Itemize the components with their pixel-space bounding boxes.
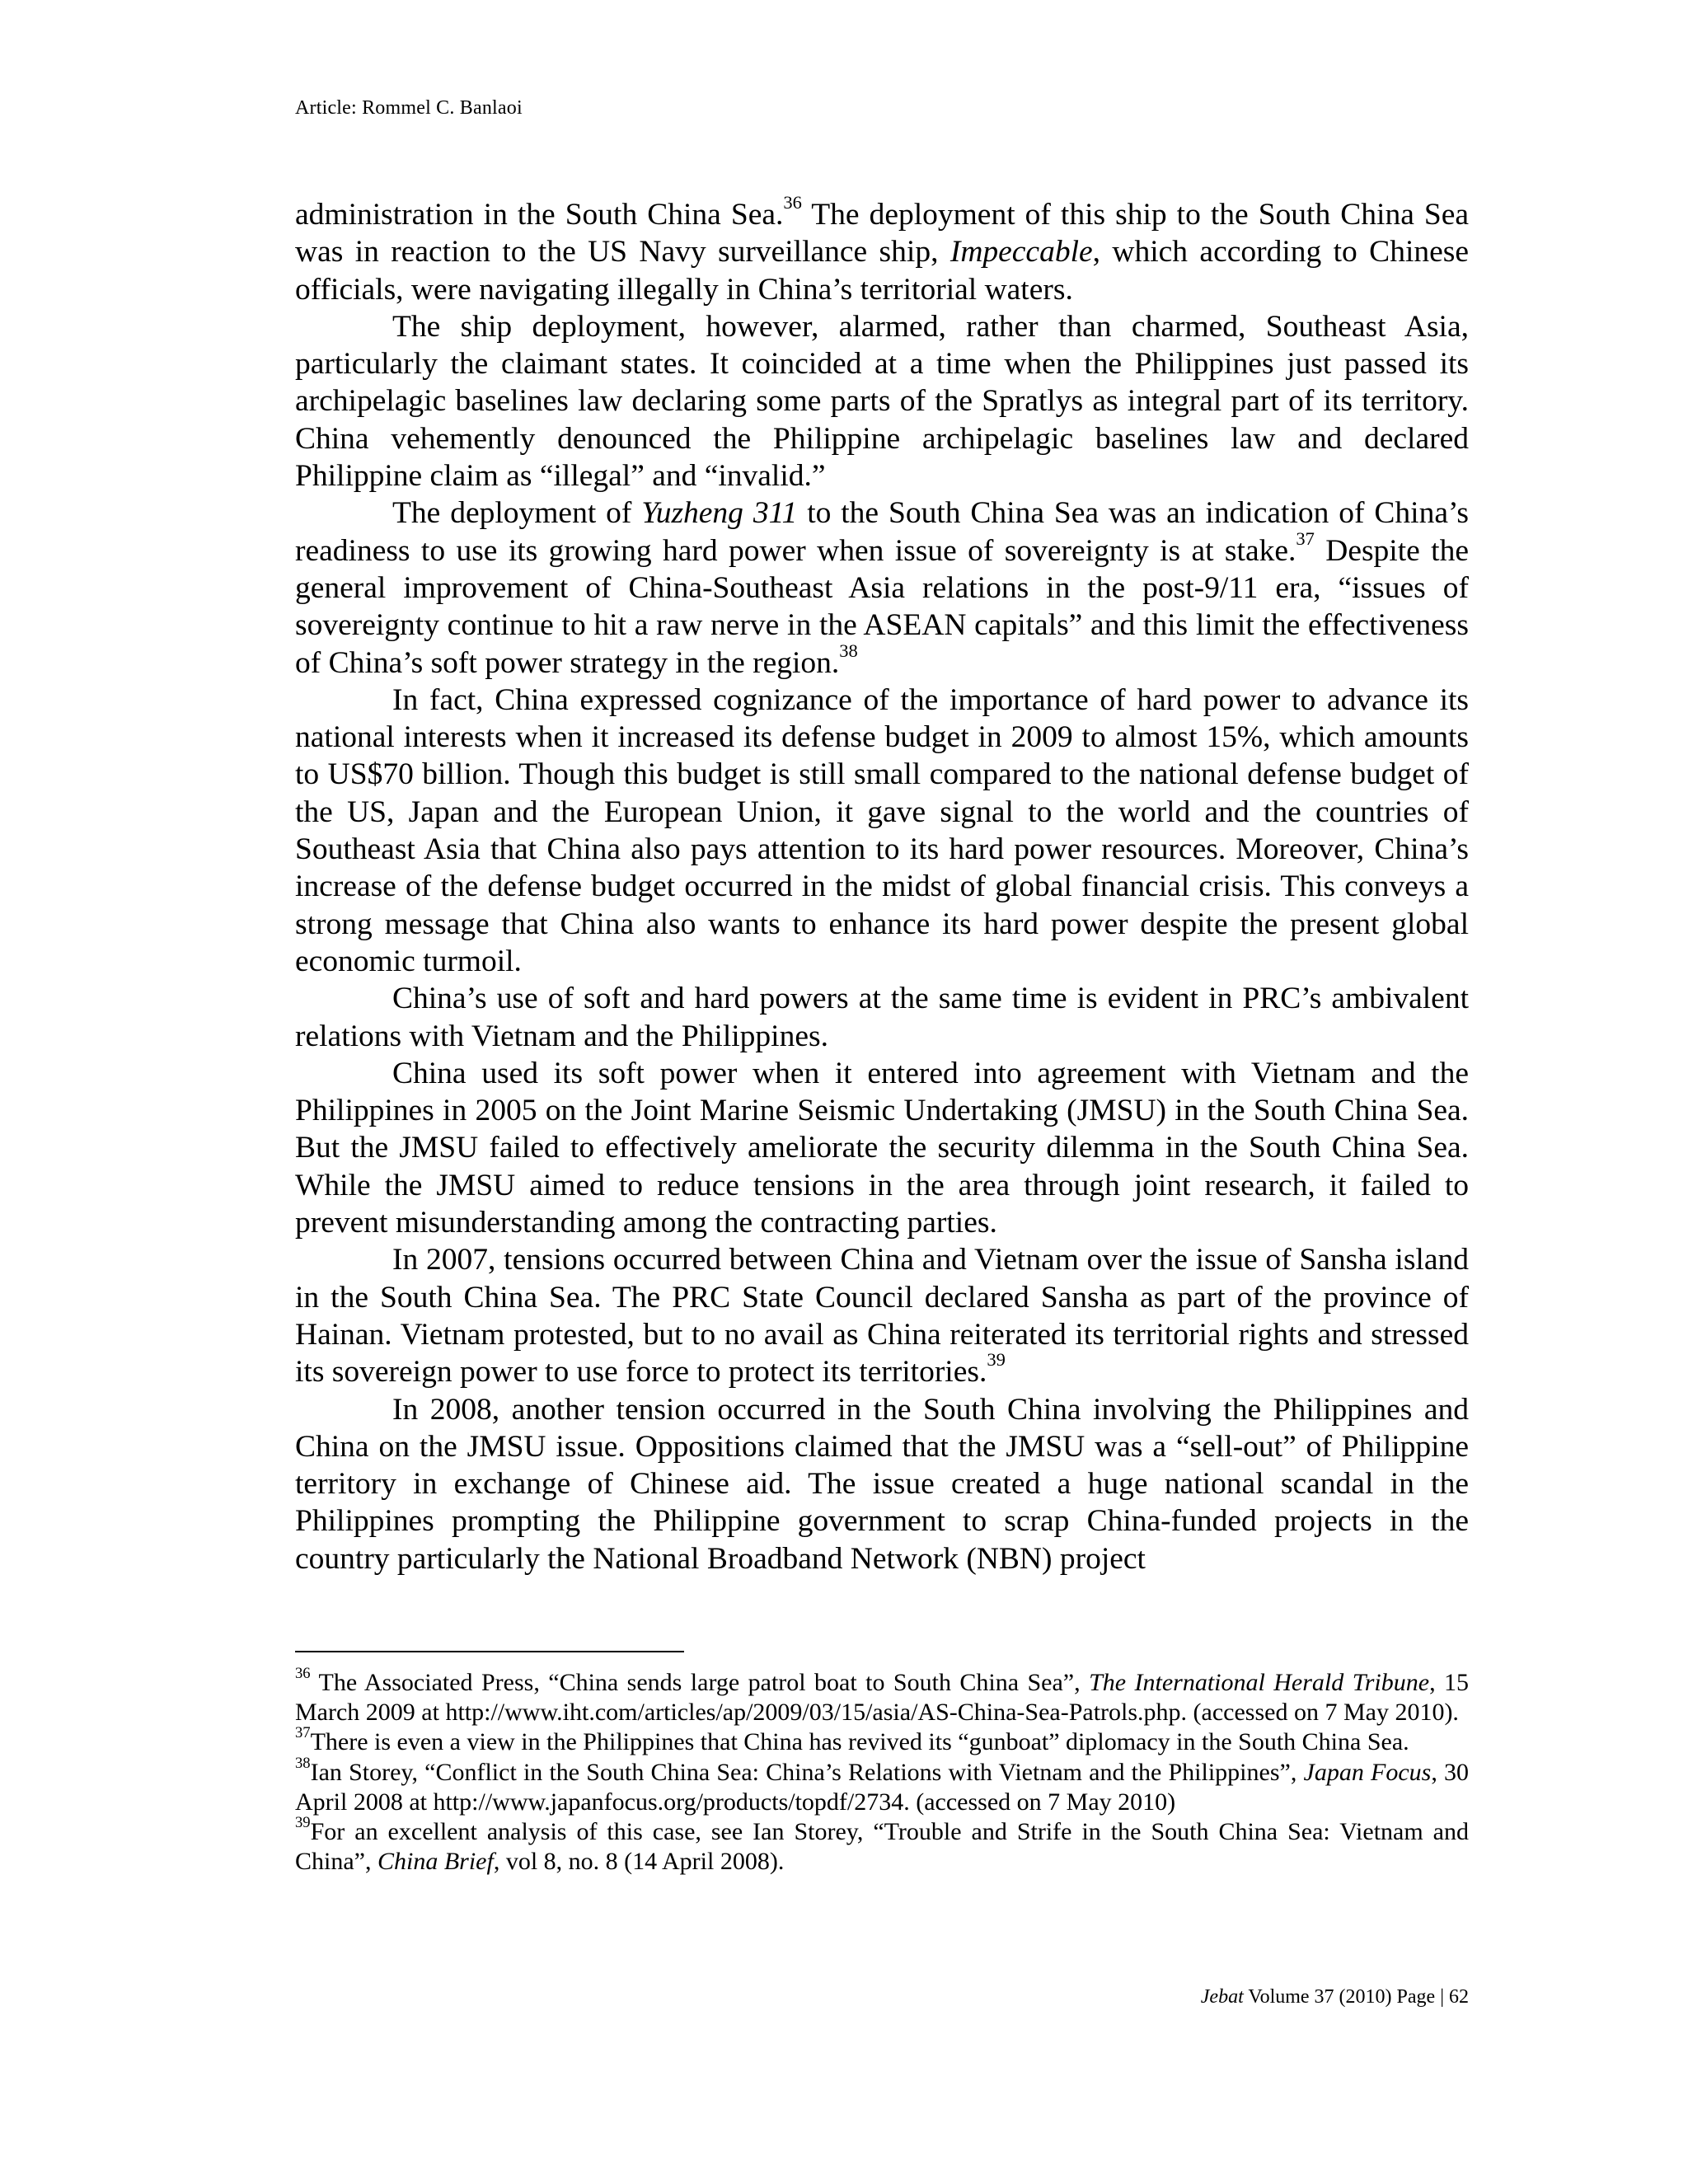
footnote-text: The Associated Press, “China sends large patrol boat to South China Sea”,	[310, 1669, 1090, 1696]
journal-name: Jebat	[1200, 1986, 1244, 2008]
footnote-ref-36: 36	[783, 191, 802, 213]
paragraph-1	[295, 191, 1470, 308]
running-header: Article: Rommel C. Banlaoi	[295, 97, 523, 119]
footnote-text: Ian Storey,	[310, 1758, 425, 1786]
footnote-ref-39: 39	[987, 1349, 1006, 1371]
ship-name: Yuzheng 311	[641, 496, 798, 531]
publication-name: China Brief	[377, 1848, 494, 1876]
footnote-37	[295, 1724, 1469, 1757]
publication-name: The International Herald Tribune	[1089, 1669, 1430, 1696]
paragraph-2: The ship deployment, however, alarmed, rather than charmed, Southeast Asia, particularly the claimant states. It coincided at a time when the Philippines just passed its archipelagic baselines law declaring some parts of the Spratlys as integral part of its territory. China vehemently denounced the Philippine archipelagic baselines law and declared Philippine claim as “illegal” and “invalid.”	[295, 309, 1469, 494]
paragraph-text: administration in the South China Sea.	[295, 198, 784, 232]
publication-name: Japan Focus	[1303, 1758, 1432, 1786]
article-body	[295, 191, 1470, 1577]
footnote-number: 39	[295, 1814, 311, 1832]
footnote-text: , 15 March 2009 at http://www.iht.com/articles/ap/2009/03/15/asia/AS-China-Sea-Patrols.php. (accessed on 7 May 2010).	[295, 1669, 1470, 1727]
footnote-number: 36	[295, 1665, 311, 1683]
footnote-text: There is even a view in the Philippines that China has revived its “gunboat” diplomacy in the South China Sea.	[310, 1728, 1409, 1756]
footnote-39	[295, 1814, 1469, 1877]
paragraph-text: , which according to Chinese officials, were navigating illegally in China’s territorial waters.	[295, 235, 1469, 307]
paragraph-6: China used its soft power when it entered into agreement with Vietnam and the Philippines in 2005 on the Joint Marine Seismic Undertaking (JMSU) in the South China Sea. But the JMSU failed to effectively ameliorate the security dilemma in the South China Sea. While the JMSU aimed to reduce tensions in the area through joint research, it failed to prevent misunderstanding among the contracting parties.	[295, 1056, 1469, 1240]
footnote-38	[295, 1754, 1469, 1817]
footnote-text: , 30 April 2008 at http://www.japanfocus.org/products/topdf/2734. (accessed on 7 May 2010)	[295, 1758, 1469, 1816]
footnote-article-title: “Conflict in the South China Sea: China’s Relations with Vietnam and the Philippines”,	[424, 1758, 1304, 1786]
ship-name: Impeccable	[950, 235, 1093, 269]
footnote-ref-38: 38	[839, 640, 858, 661]
paragraph-8: In 2008, another tension occurred in the South China involving the Philippines and China on the JMSU issue. Oppositions claimed that the JMSU was a “sell-out” of Philippine territory in exchange of Chinese aid. The issue created a huge national scandal in the Philippines prompting the Philippine government to scrap China-funded projects in the country particularly the National Broadband Network (NBN) project	[295, 1392, 1469, 1576]
footnote-ref-37: 37	[1296, 527, 1315, 549]
paragraph-text: Despite the general improvement of China-Southeast Asia relations in the post-9/11 era, “issues of sovereignty continue to hit a raw nerve in the ASEAN capitals” and this limit the effectiveness of China’s soft power strategy in the region.	[295, 533, 1469, 680]
footnote-36	[295, 1665, 1470, 1727]
paragraph-text: The deployment of this ship to the South China Sea was in reaction to the US Navy surveillance ship,	[295, 198, 1470, 269]
footnote-text: , vol 8, no. 8 (14 April 2008).	[493, 1848, 785, 1876]
paragraph-text: The deployment of	[392, 496, 642, 531]
paragraph-5: China’s use of soft and hard powers at the same time is evident in PRC’s ambivalent relations with Vietnam and the Philippines.	[295, 982, 1469, 1053]
footnotes	[295, 1665, 1470, 1877]
volume-page-info: Volume 37 (2010) Page | 62	[1243, 1986, 1469, 2008]
paragraph-7	[295, 1241, 1469, 1390]
footnote-number: 38	[295, 1754, 311, 1772]
paragraph-3	[295, 494, 1469, 681]
paragraph-text: In 2007, tensions occurred between China and Vietnam over the issue of Sansha island in the South China Sea. The PRC State Council declared Sansha as part of the province of Hainan. Vietnam protested, but to no avail as China reiterated its territorial rights and stressed its sovereign power to use force to protect its territories.	[295, 1243, 1469, 1390]
paragraph-text: to the South China Sea was an indication of China’s readiness to use its growing hard power when issue of sovereignty is at stake.	[295, 496, 1469, 568]
paragraph-4: In fact, China expressed cognizance of the importance of hard power to advance its national interests when it increased its defense budget in 2009 to almost 15%, which amounts to US$70 billion. Though this budget is still small compared to the national defense budget of the US, Japan and the European Union, it gave signal to the world and the countries of Southeast Asia that China also pays attention to its hard power resources. Moreover, China’s increase of the defense budget occurred in the midst of global financial crisis. This conveys a strong message that China also wants to enhance its hard power despite the present global economic turmoil.	[295, 682, 1469, 978]
footnote-separator	[295, 1651, 684, 1652]
footnote-number: 37	[295, 1724, 311, 1742]
footnote-text: For an excellent analysis of this case, see Ian Storey, “Trouble and Strife in the South China Sea: Vietnam and China”,	[295, 1818, 1469, 1876]
page-footer	[1201, 1986, 1469, 2008]
